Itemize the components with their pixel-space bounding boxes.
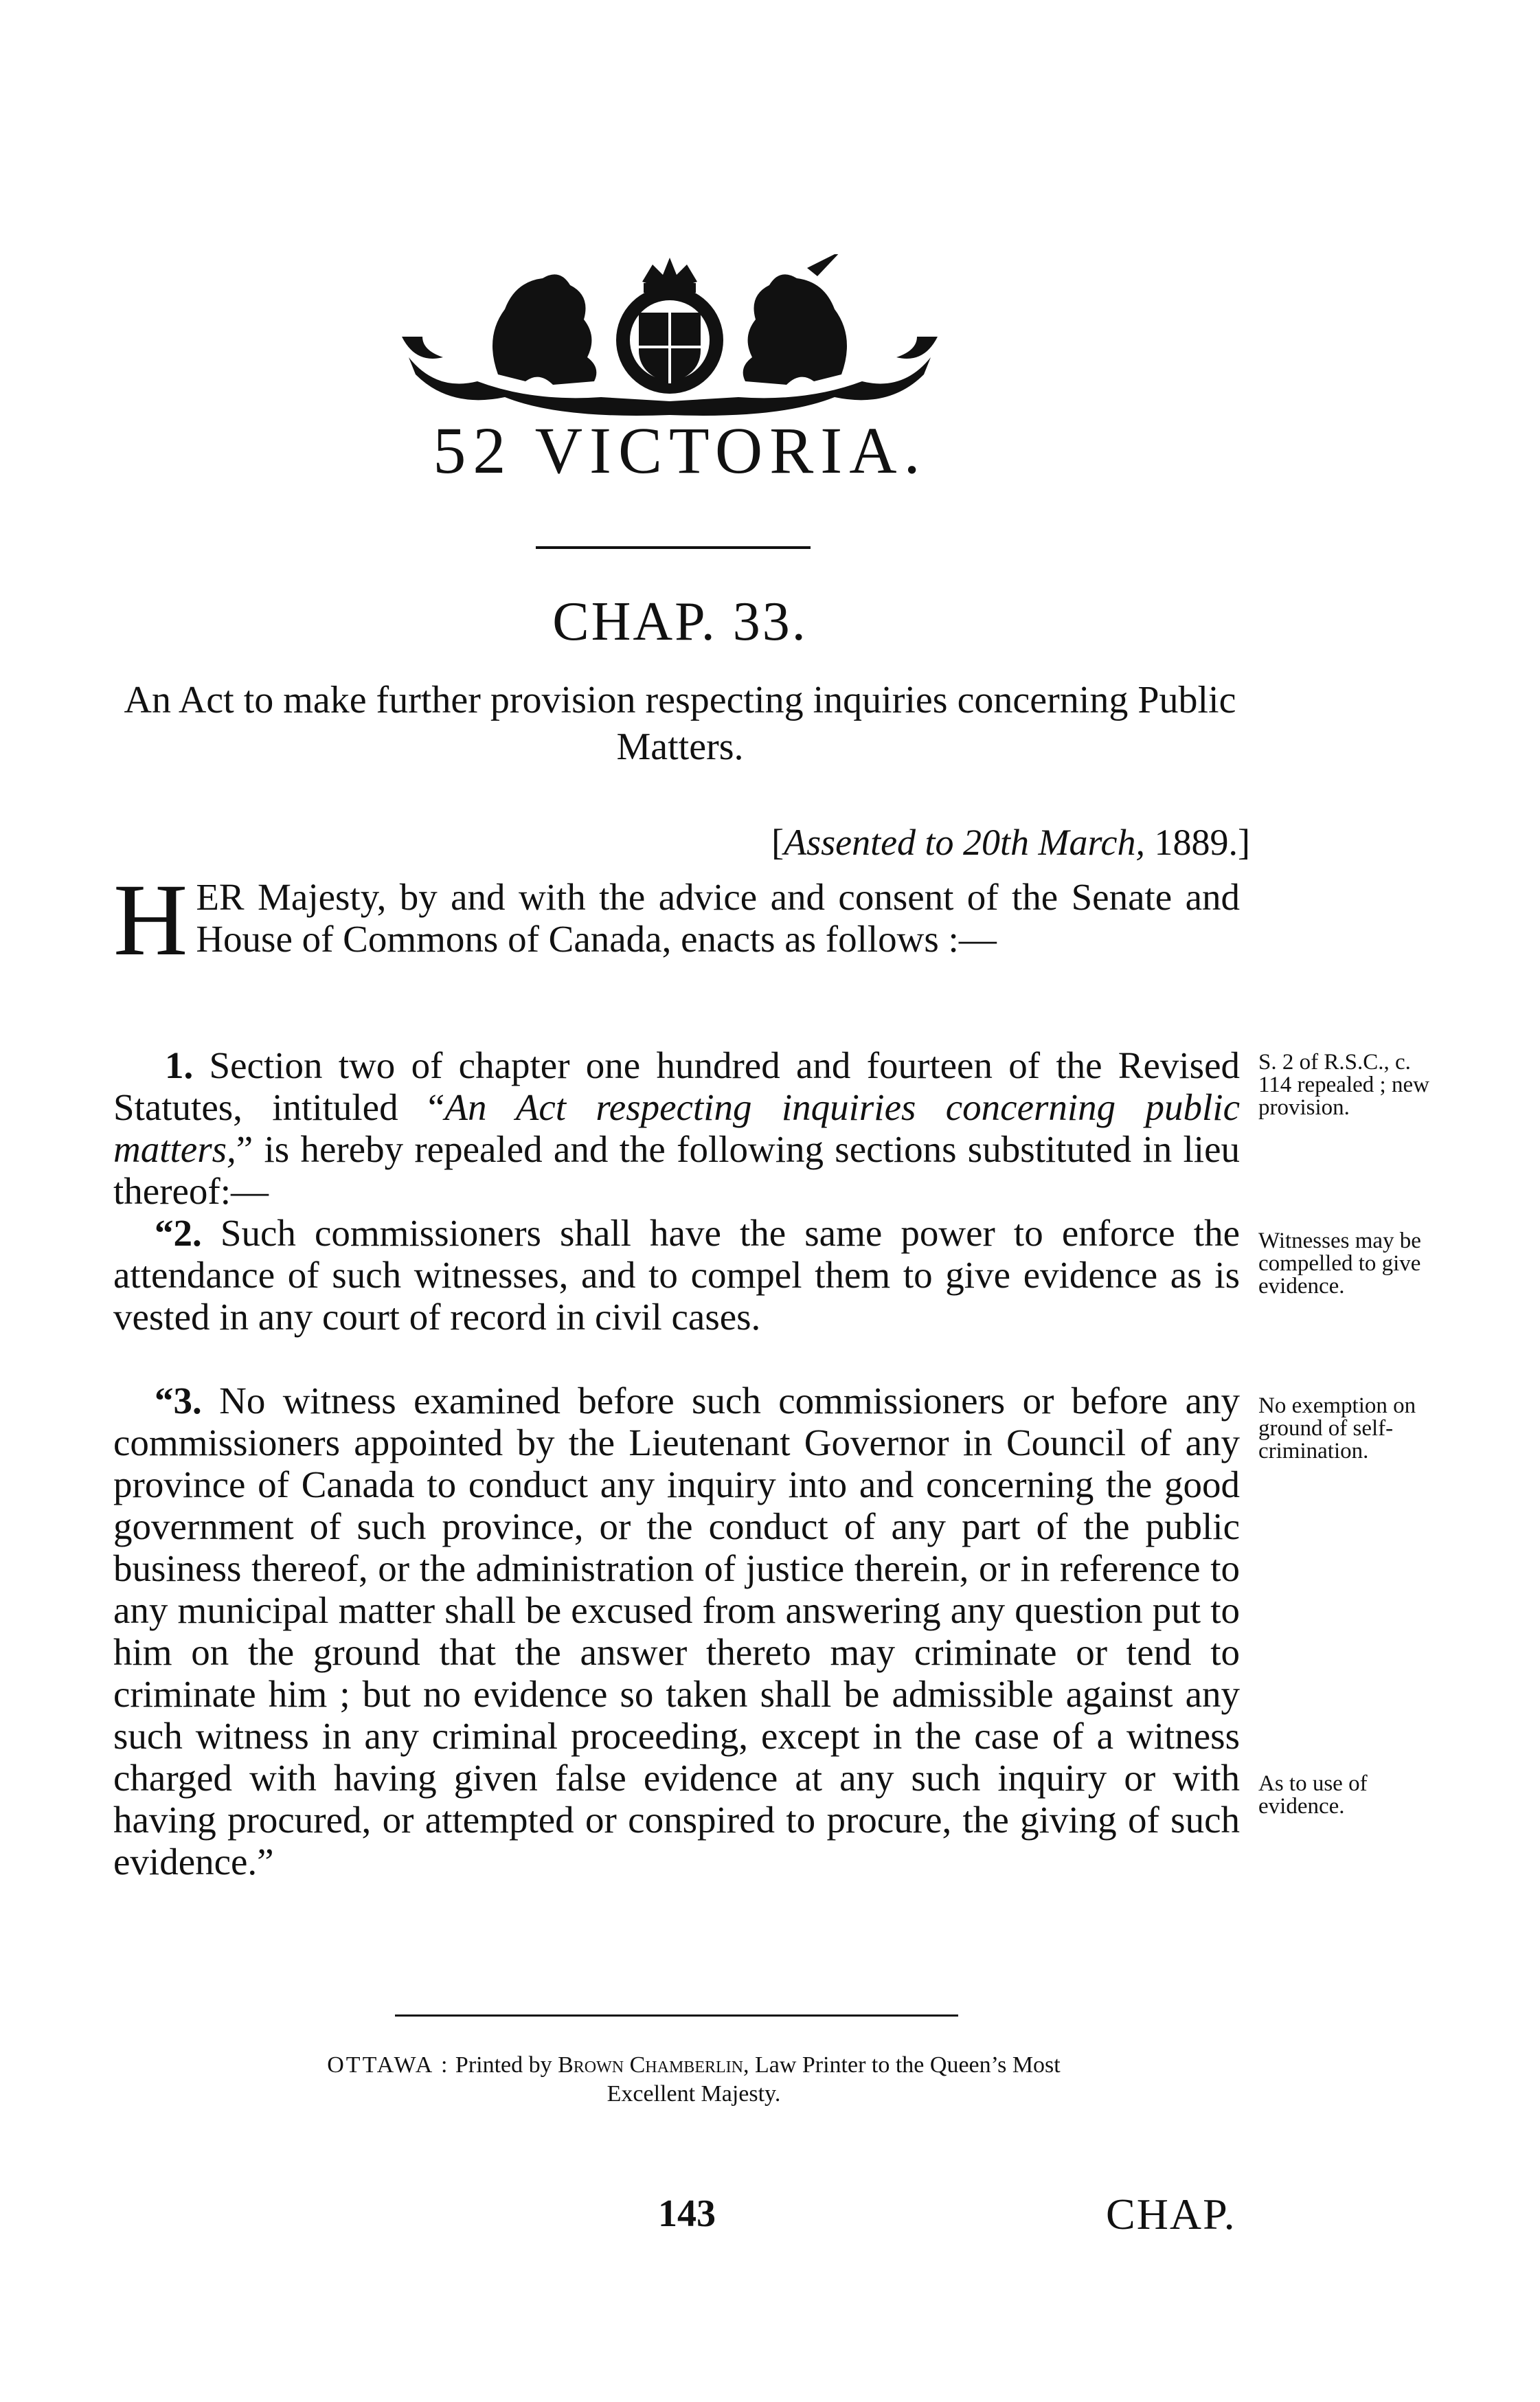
margin-note-witnesses: Witnesses may be compelled to give evidence.: [1258, 1228, 1421, 1299]
imprint-rule: [395, 2014, 958, 2017]
imprint-city: OTTAWA :: [327, 2052, 450, 2078]
section-text: No witness examined before such commissioners or before any commissioners appointed by the Lieutenant Governor in Council of any province of Canada to conduct any inquiry into and concerning the good government of such province, or the conduct of any part of the public business thereof, or the administration of justice therein, or in reference to any municipal matter shall be excused from answering any question put to him on the ground that the answer thereto may criminate or tend to criminate him ; but no evidence so taken shall be admissible against any such witness in any criminal proceeding, except in the case of a witness charged with having given false evidence at any such inquiry or with having procured, or attempted or conspired to procure, the giving of such evidence.”: [113, 1380, 1240, 1883]
imprint-line-1-rest: Law Printer to the Queen’s Most: [749, 2052, 1061, 2078]
preamble-text: ER Majesty, by and with the advice and consent of the Senate and House of Commons of Canada, enacts as follows :—: [196, 876, 1240, 960]
chapter-heading: CHAP. 33.: [552, 592, 808, 652]
assent-year: 1889.]: [1145, 822, 1250, 863]
imprint-printed-by: Printed by: [449, 2052, 558, 2078]
margin-note-use-of-evidence: As to use of evidence.: [1258, 1771, 1368, 1819]
act-title: An Act to make further provision respecting inquiries concerning Public Matters.: [124, 679, 1236, 768]
section-number: “3.: [155, 1380, 202, 1422]
imprint-line-2: Excellent Majesty.: [607, 2081, 781, 2107]
cited-act-title: An Act respecting inquiries concerning public matters,: [113, 1086, 1240, 1170]
section-number: 1.: [165, 1044, 194, 1086]
section-number: “2.: [155, 1212, 202, 1254]
drop-capital: H: [113, 863, 188, 977]
section-text: Such commissioners shall have the same power to enforce the attendance of such witnesses, and to compel them to give evidence as is vested in any court of record in civil cases.: [113, 1212, 1240, 1338]
section-text-continued: ” is hereby repealed and the following sections substituted in lieu thereof:—: [113, 1128, 1240, 1212]
section-1: [113, 1044, 1240, 1212]
printer-imprint: [137, 2051, 1250, 2109]
section-2: [113, 1212, 1240, 1338]
regnal-year-heading: 52 VICTORIA.: [433, 414, 927, 487]
page-number: 143: [658, 2192, 716, 2235]
margin-note-self-crimination: No exemption on ground of self-crimination.: [1258, 1393, 1416, 1463]
margin-note-repeal: S. 2 of R.S.C., c. 114 repealed ; new provision.: [1258, 1050, 1429, 1120]
assent-open-bracket: [: [771, 822, 784, 863]
catchword: CHAP.: [1106, 2190, 1236, 2238]
section-3: [113, 1380, 1240, 1883]
preamble: [113, 863, 1240, 977]
heading-rule: [536, 546, 811, 549]
imprint-printer-name: Brown Chamberlin,: [558, 2052, 749, 2078]
imprint-line-1: [137, 2051, 1250, 2080]
assent-date: [604, 821, 1250, 864]
assent-italic-text: Assented to 20th March,: [784, 822, 1146, 863]
section-text: Section two of chapter one hundred and fourteen of the Revised Statutes, intituled “: [113, 1044, 1240, 1128]
royal-coat-of-arms-emblem: [395, 254, 944, 419]
